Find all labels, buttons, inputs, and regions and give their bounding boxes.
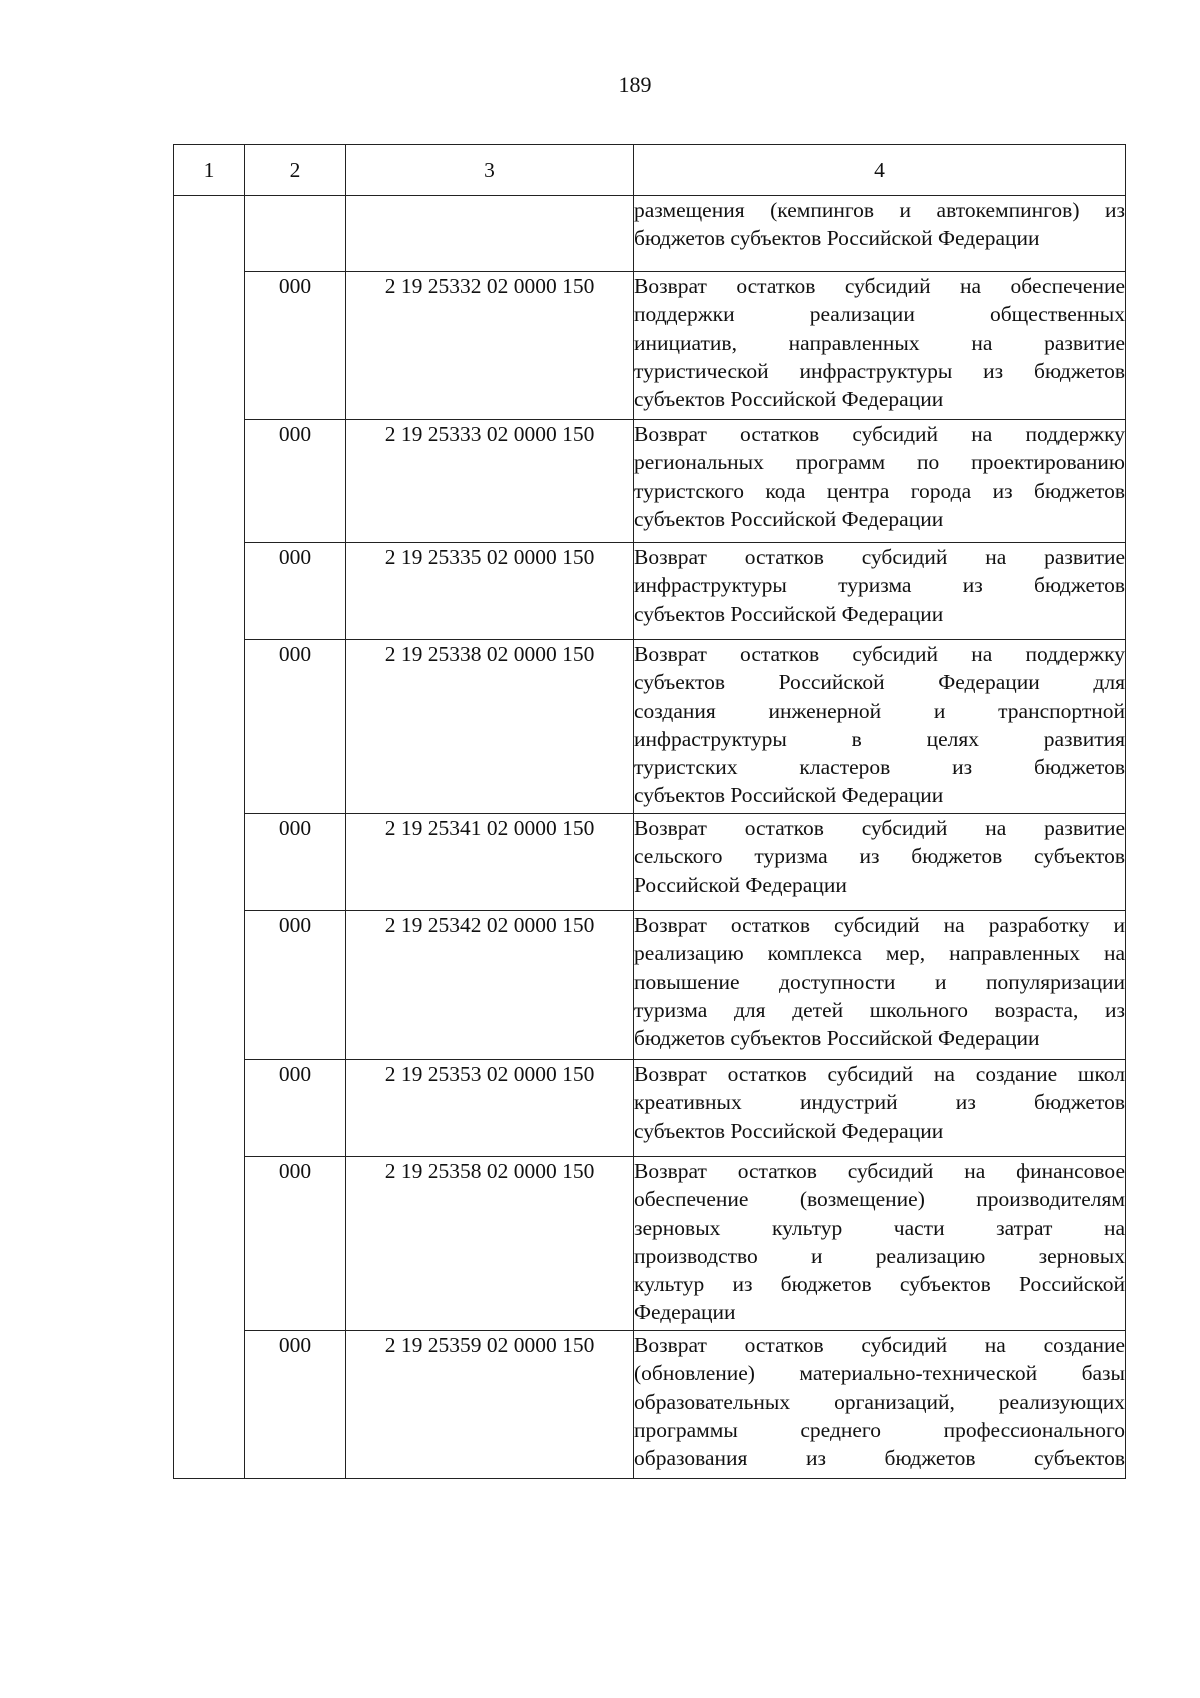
cell-budget-code: 2 19 25332 02 0000 150 xyxy=(346,272,634,420)
description-line: Возврат остатков субсидий на развитие xyxy=(634,816,1125,840)
table-row xyxy=(174,543,1126,640)
cell-admin-code: 000 xyxy=(245,272,346,420)
cell-col-1 xyxy=(174,196,245,1479)
cell-admin-code: 000 xyxy=(245,420,346,543)
description-line: обеспечение (возмещение) производителям xyxy=(634,1187,1125,1212)
description-line: производство и реализацию зерновых xyxy=(634,1243,1125,1268)
description-line: бюджетов субъектов Российской Федерации xyxy=(634,1026,1040,1051)
description-line: туризма для детей школьного возраста, из xyxy=(634,997,1125,1022)
page-number: 189 xyxy=(618,72,652,97)
description-line: Возврат остатков субсидий на обеспечение xyxy=(634,274,1125,298)
description-line: Возврат остатков субсидий на поддержку xyxy=(634,642,1125,666)
description-line: креативных индустрий из бюджетов xyxy=(634,1090,1125,1115)
cell-budget-code: 2 19 25342 02 0000 150 xyxy=(346,911,634,1060)
description-line: Возврат остатков субсидий на поддержку xyxy=(634,422,1125,446)
description-line: субъектов Российской Федерации xyxy=(634,387,944,412)
cell-admin-code: 000 xyxy=(245,640,346,814)
description-line: инфраструктуры туризма из бюджетов xyxy=(634,573,1125,598)
table-body xyxy=(174,196,1126,1479)
table-row xyxy=(174,420,1126,543)
description-line: субъектов Российской Федерации xyxy=(634,783,944,808)
cell-description xyxy=(634,543,1126,640)
description-line: инициатив, направленных на развитие xyxy=(634,330,1125,355)
description-line: образования из бюджетов субъектов xyxy=(634,1446,1125,1471)
cell-admin-code xyxy=(245,196,346,272)
cell-description xyxy=(634,1331,1126,1479)
cell-admin-code: 000 xyxy=(245,1060,346,1157)
description-line: субъектов Российской Федерации для xyxy=(634,670,1125,695)
description-line: сельского туризма из бюджетов субъектов xyxy=(634,844,1125,869)
description-line: программы среднего профессионального xyxy=(634,1417,1125,1442)
header-col-4: 4 xyxy=(634,145,1126,196)
cell-admin-code: 000 xyxy=(245,1157,346,1331)
cell-budget-code: 2 19 25333 02 0000 150 xyxy=(346,420,634,543)
cell-admin-code: 000 xyxy=(245,814,346,911)
table-row xyxy=(174,196,1126,272)
description-line: субъектов Российской Федерации xyxy=(634,601,944,626)
header-col-3: 3 xyxy=(346,145,634,196)
header-col-2: 2 xyxy=(245,145,346,196)
description-line: Возврат остатков субсидий на разработку и xyxy=(634,913,1125,937)
cell-budget-code: 2 19 25341 02 0000 150 xyxy=(346,814,634,911)
description-line: субъектов Российской Федерации xyxy=(634,506,944,531)
description-line: региональных программ по проектированию xyxy=(634,450,1125,475)
table-row xyxy=(174,814,1126,911)
table-row xyxy=(174,272,1126,420)
cell-admin-code: 000 xyxy=(245,1331,346,1479)
description-line: Возврат остатков субсидий на финансовое xyxy=(634,1159,1125,1183)
cell-description xyxy=(634,420,1126,543)
cell-description xyxy=(634,1060,1126,1157)
cell-description xyxy=(634,272,1126,420)
cell-description xyxy=(634,640,1126,814)
cell-description xyxy=(634,814,1126,911)
cell-description xyxy=(634,911,1126,1060)
table-row xyxy=(174,1060,1126,1157)
description-line: Возврат остатков субсидий на создание xyxy=(634,1333,1125,1357)
table-row xyxy=(174,1157,1126,1331)
budget-codes-table xyxy=(173,144,1126,1479)
description-line: инфраструктуры в целях развития xyxy=(634,726,1125,751)
description-line: Возврат остатков субсидий на создание школ xyxy=(634,1062,1125,1086)
description-line: Федерации xyxy=(634,1300,736,1325)
cell-budget-code: 2 19 25353 02 0000 150 xyxy=(346,1060,634,1157)
description-line: образовательных организаций, реализующих xyxy=(634,1389,1125,1414)
cell-budget-code: 2 19 25338 02 0000 150 xyxy=(346,640,634,814)
description-line: (обновление) материально-технической базы xyxy=(634,1361,1125,1386)
cell-admin-code: 000 xyxy=(245,911,346,1060)
description-line: туристского кода центра города из бюджетов xyxy=(634,478,1125,503)
description-line: зерновых культур части затрат на xyxy=(634,1215,1125,1240)
description-line: реализацию комплекса мер, направленных на xyxy=(634,941,1125,966)
cell-budget-code: 2 19 25335 02 0000 150 xyxy=(346,543,634,640)
description-line: Возврат остатков субсидий на развитие xyxy=(634,545,1125,569)
cell-budget-code: 2 19 25358 02 0000 150 xyxy=(346,1157,634,1331)
description-line: поддержки реализации общественных xyxy=(634,302,1125,327)
description-line: туристских кластеров из бюджетов xyxy=(634,755,1125,780)
description-line: туристической инфраструктуры из бюджетов xyxy=(634,358,1125,383)
cell-budget-code: 2 19 25359 02 0000 150 xyxy=(346,1331,634,1479)
cell-budget-code xyxy=(346,196,634,272)
cell-description xyxy=(634,196,1126,272)
table-header-row xyxy=(174,145,1126,196)
description-line: размещения (кемпингов и автокемпингов) из xyxy=(634,198,1125,222)
description-line: Российской Федерации xyxy=(634,872,847,897)
description-line: бюджетов субъектов Российской Федерации xyxy=(634,226,1040,251)
description-line: повышение доступности и популяризации xyxy=(634,969,1125,994)
table-row xyxy=(174,640,1126,814)
cell-admin-code: 000 xyxy=(245,543,346,640)
description-line: создания инженерной и транспортной xyxy=(634,698,1125,723)
header-col-1: 1 xyxy=(174,145,245,196)
table-row xyxy=(174,911,1126,1060)
description-line: субъектов Российской Федерации xyxy=(634,1118,944,1143)
table-row xyxy=(174,1331,1126,1479)
description-line: культур из бюджетов субъектов Российской xyxy=(634,1272,1125,1297)
cell-description xyxy=(634,1157,1126,1331)
